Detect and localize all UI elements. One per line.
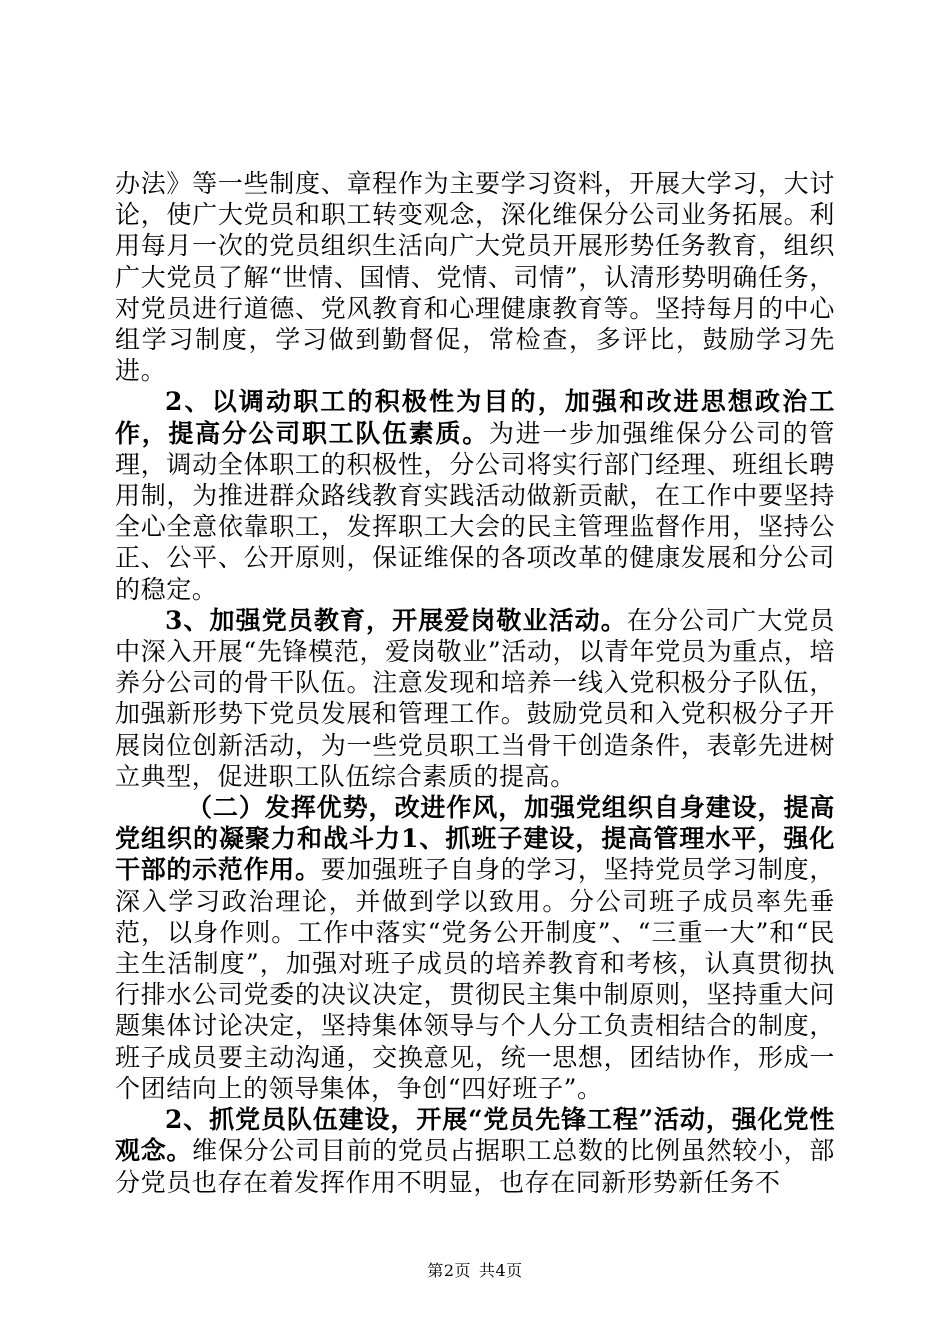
page-footer bbox=[0, 1258, 950, 1281]
page-number: 第2页 bbox=[427, 1261, 471, 1280]
paragraph-text: 要加强班子自身的学习，坚持党员学习制度，深入学习政治理论，并做到学以致用。分公司班子成员率先垂范，以身作则。工作中落实“党务公开制度”、“三重一大”和“民主生活制度”，加强对班子成员的培养教育和考核，认真贯彻执行排水公司党委的决议决定，贯彻民主集中制原则，坚持重大问题集体讨论决定，坚持集体领导与个人分工负责相结合的制度，班子成员要主动沟通，交换意见，统一思想，团结协作，形成一个团结向上的领导集体，争创“四好班子”。 bbox=[115, 855, 835, 1103]
paragraph-text: 为进一步加强维保分公司的管理，调动全体职工的积极性，分公司将实行部门经理、班组长聘用制，为推进群众路线教育实践活动做新贡献，在工作中要坚持全心全意依靠职工，发挥职工大会的民主管理监督作用，坚持公正、公平、公开原则，保证维保的各项改革的健康发展和分公司的稳定。 bbox=[115, 418, 835, 604]
paragraph-text: 在分公司广大党员中深入开展“先锋模范，爱岗敬业”活动，以青年党员为重点，培养分公司的骨干队伍。注意发现和培养一线入党积极分子队伍，加强新形势下党员发展和管理工作。鼓励党员和入党积极分子开展岗位创新活动，为一些党员职工当骨干创造条件，表彰先进树立典型，促进职工队伍综合素质的提高。 bbox=[115, 605, 835, 791]
paragraph-pioneer-project bbox=[115, 1104, 835, 1198]
paragraph-study-materials bbox=[115, 168, 835, 386]
paragraph-text: 办法》等一些制度、章程作为主要学习资料，开展大学习，大讨论，使广大党员和职工转变观念，深化维保分公司业务拓展。利用每月一次的党员组织生活向广大党员开展形势任务教育，组织广大党员了解“世情、国情、党情、司情”，认清形势明确任务，对党员进行道德、党风教育和心理健康教育等。坚持每月的中心组学习制度，学习做到勤督促，常检查，多评比，鼓励学习先进。 bbox=[115, 169, 835, 386]
page-total: 共4页 bbox=[479, 1261, 523, 1280]
paragraph-text: 维保分公司目前的党员占据职工总数的比例虽然较小，部分党员也存在着发挥作用不明显，也存在同新形势新任务不 bbox=[115, 1136, 835, 1197]
paragraph-team-building bbox=[115, 792, 835, 1104]
paragraph-member-education bbox=[115, 605, 835, 792]
paragraph-heading: 2、抓党员队伍建设，开展“党员先锋工程”活动，强化党性观念。 bbox=[115, 1105, 835, 1166]
paragraph-heading: 3、加强党员教育，开展爱岗敬业活动。 bbox=[165, 605, 627, 635]
paragraph-political-work bbox=[115, 386, 835, 604]
paragraph-heading: （二）发挥优势，改进作风，加强党组织自身建设，提高党组织的凝聚力和战斗力1、抓班子建设，提高管理水平，强化干部的示范作用。 bbox=[115, 793, 835, 885]
document-body bbox=[115, 168, 835, 1198]
paragraph-heading: 2、以调动职工的积极性为目的，加强和改进思想政治工作，提高分公司职工队伍素质。 bbox=[115, 387, 835, 448]
